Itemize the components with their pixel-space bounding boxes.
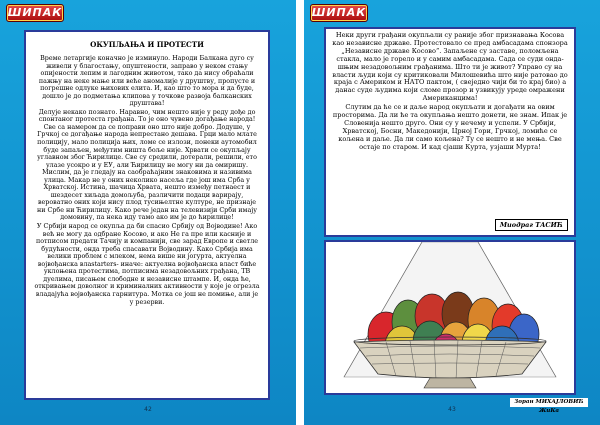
magazine-logo: ШИПАК xyxy=(6,4,64,22)
cartoon-frame xyxy=(324,240,576,395)
article-continuation-frame xyxy=(324,27,576,237)
article-title: ОКУПЉАЊА И ПРОТЕСТИ xyxy=(90,40,204,49)
left-page xyxy=(0,0,296,425)
magazine-logo: ШИПАК xyxy=(310,4,368,22)
article-paragraph-5: Слутим да ће се и даље народ окупљати и догађати на овим просторима. Да ли ће та окупљања нешто донети, не знам. Ипак је Словенија нешто друго. Они су у нечему и успели. У Србији, Хрватској, Босни, Македонији, Црној Гори, Грчкој, ломиће се кољена и даље. Да ли само кољена? Ту се нешто и не мења. Све остаје по старом. И кад сјаши Курта, узјаши Мурта! xyxy=(332,103,568,151)
author-signature: Миодраг ТАСИЋ xyxy=(495,219,568,231)
article-paragraph-3: У Србији народ се окупља да би спасио Србију од Војводине! Ако већ не могу да одбране Косово, и ако Не га пре или касније и потписом предати Тачију и компанији, све зарад Европе и светле будућности, онда треба спасавати Војводину. Како Србија има велики проблем с млеком, нема више ни јогурта, актуелна војвођанска влаstarters- иначе: актуелна војвођанска власт бићe уклоњена протестима, потписима незадовољних грађана, ТВ дуелима, писањем слободне и независне штампе. И, онда ће, откривањем доволног и криминалних активности у које је огрезла владајућа војвођанска гарнитура. Мотка се још не помиње, али је у резерви. xyxy=(34,223,260,306)
article-frame xyxy=(24,30,270,400)
article-paragraph-4: Неки други грађани окупљали су раније због признавања Косова као независне државе. Протестовало се пред амбасадама спонзора „Независне државе Косово”. Запаљене су заставе, поломљена стакла, мало је горело и у самим амбасадама. Сада се суди ондашњим незадовољним грађанима. Што ти је живот? Управо су на власти људи који су критиковали Милошевића што није ратовао до краја с Америком и НАТО пактом, ( свеједно чији би то крај био) а данас суде људима који сломе прозор и узвикују уреде омражени Американцима! xyxy=(332,31,568,103)
right-page xyxy=(304,0,600,425)
article-paragraph-1: Време летаргије коначно је изминуло. Народи Балкана дуго су живели у благостању, опуштености, заправо у неком стању опијености лепим и лагодним животом, тако да нису обраћали пажњу на неке мање или веће аномалије у друштву, пропусте и погрешне одлуке њихових елита. И, као што то мора и да буде, дошло је до подметања клипова у точкове развоја балканских друштава! xyxy=(38,55,256,108)
article-paragraph-2: Делује некако познато. Наравно, чим нешто није у реду дође до спонтаног протеста грађана. То је оно чувено догађање народа! Све са намером да се поправи оно што није добро. Додуше, у Грчкој се догађање народа непрестано дешава. Грци мало млате полицију, мало полиција њих, ломе се излози, понеки аутомобил буде запаљен, међутим ништа боље није. Хрвати се окупљају углавном због Ћирилице. Све су средили, дотерали, решили, ето улазе усокро и у ЕУ, али Ћирилицу не могу ни да омиришу. Мислим, да је гледају на саобраћајним знаковима и називима улица. Макар не у оних неколико насеља где још има Срба у Хрватској. Истина, шачица Хрвата, нешто између петнаест и шездесет хиљада домољуба, различити подаци варирају, вероватно оних који нису плод тусињелтне културе, не признаје ни Србе ни Ћирилицу. Како рече један на телевизији Срби имају домовину, па нека иду тамо ако им је до ћирилице! xyxy=(37,108,257,222)
page-number: 42 xyxy=(144,406,152,413)
page-number: 43 xyxy=(448,406,456,413)
cartoon-caption: Зоран МИХАЈЛОВИЋ ЖиКа xyxy=(510,398,588,407)
egg-basket-icon xyxy=(326,242,574,393)
